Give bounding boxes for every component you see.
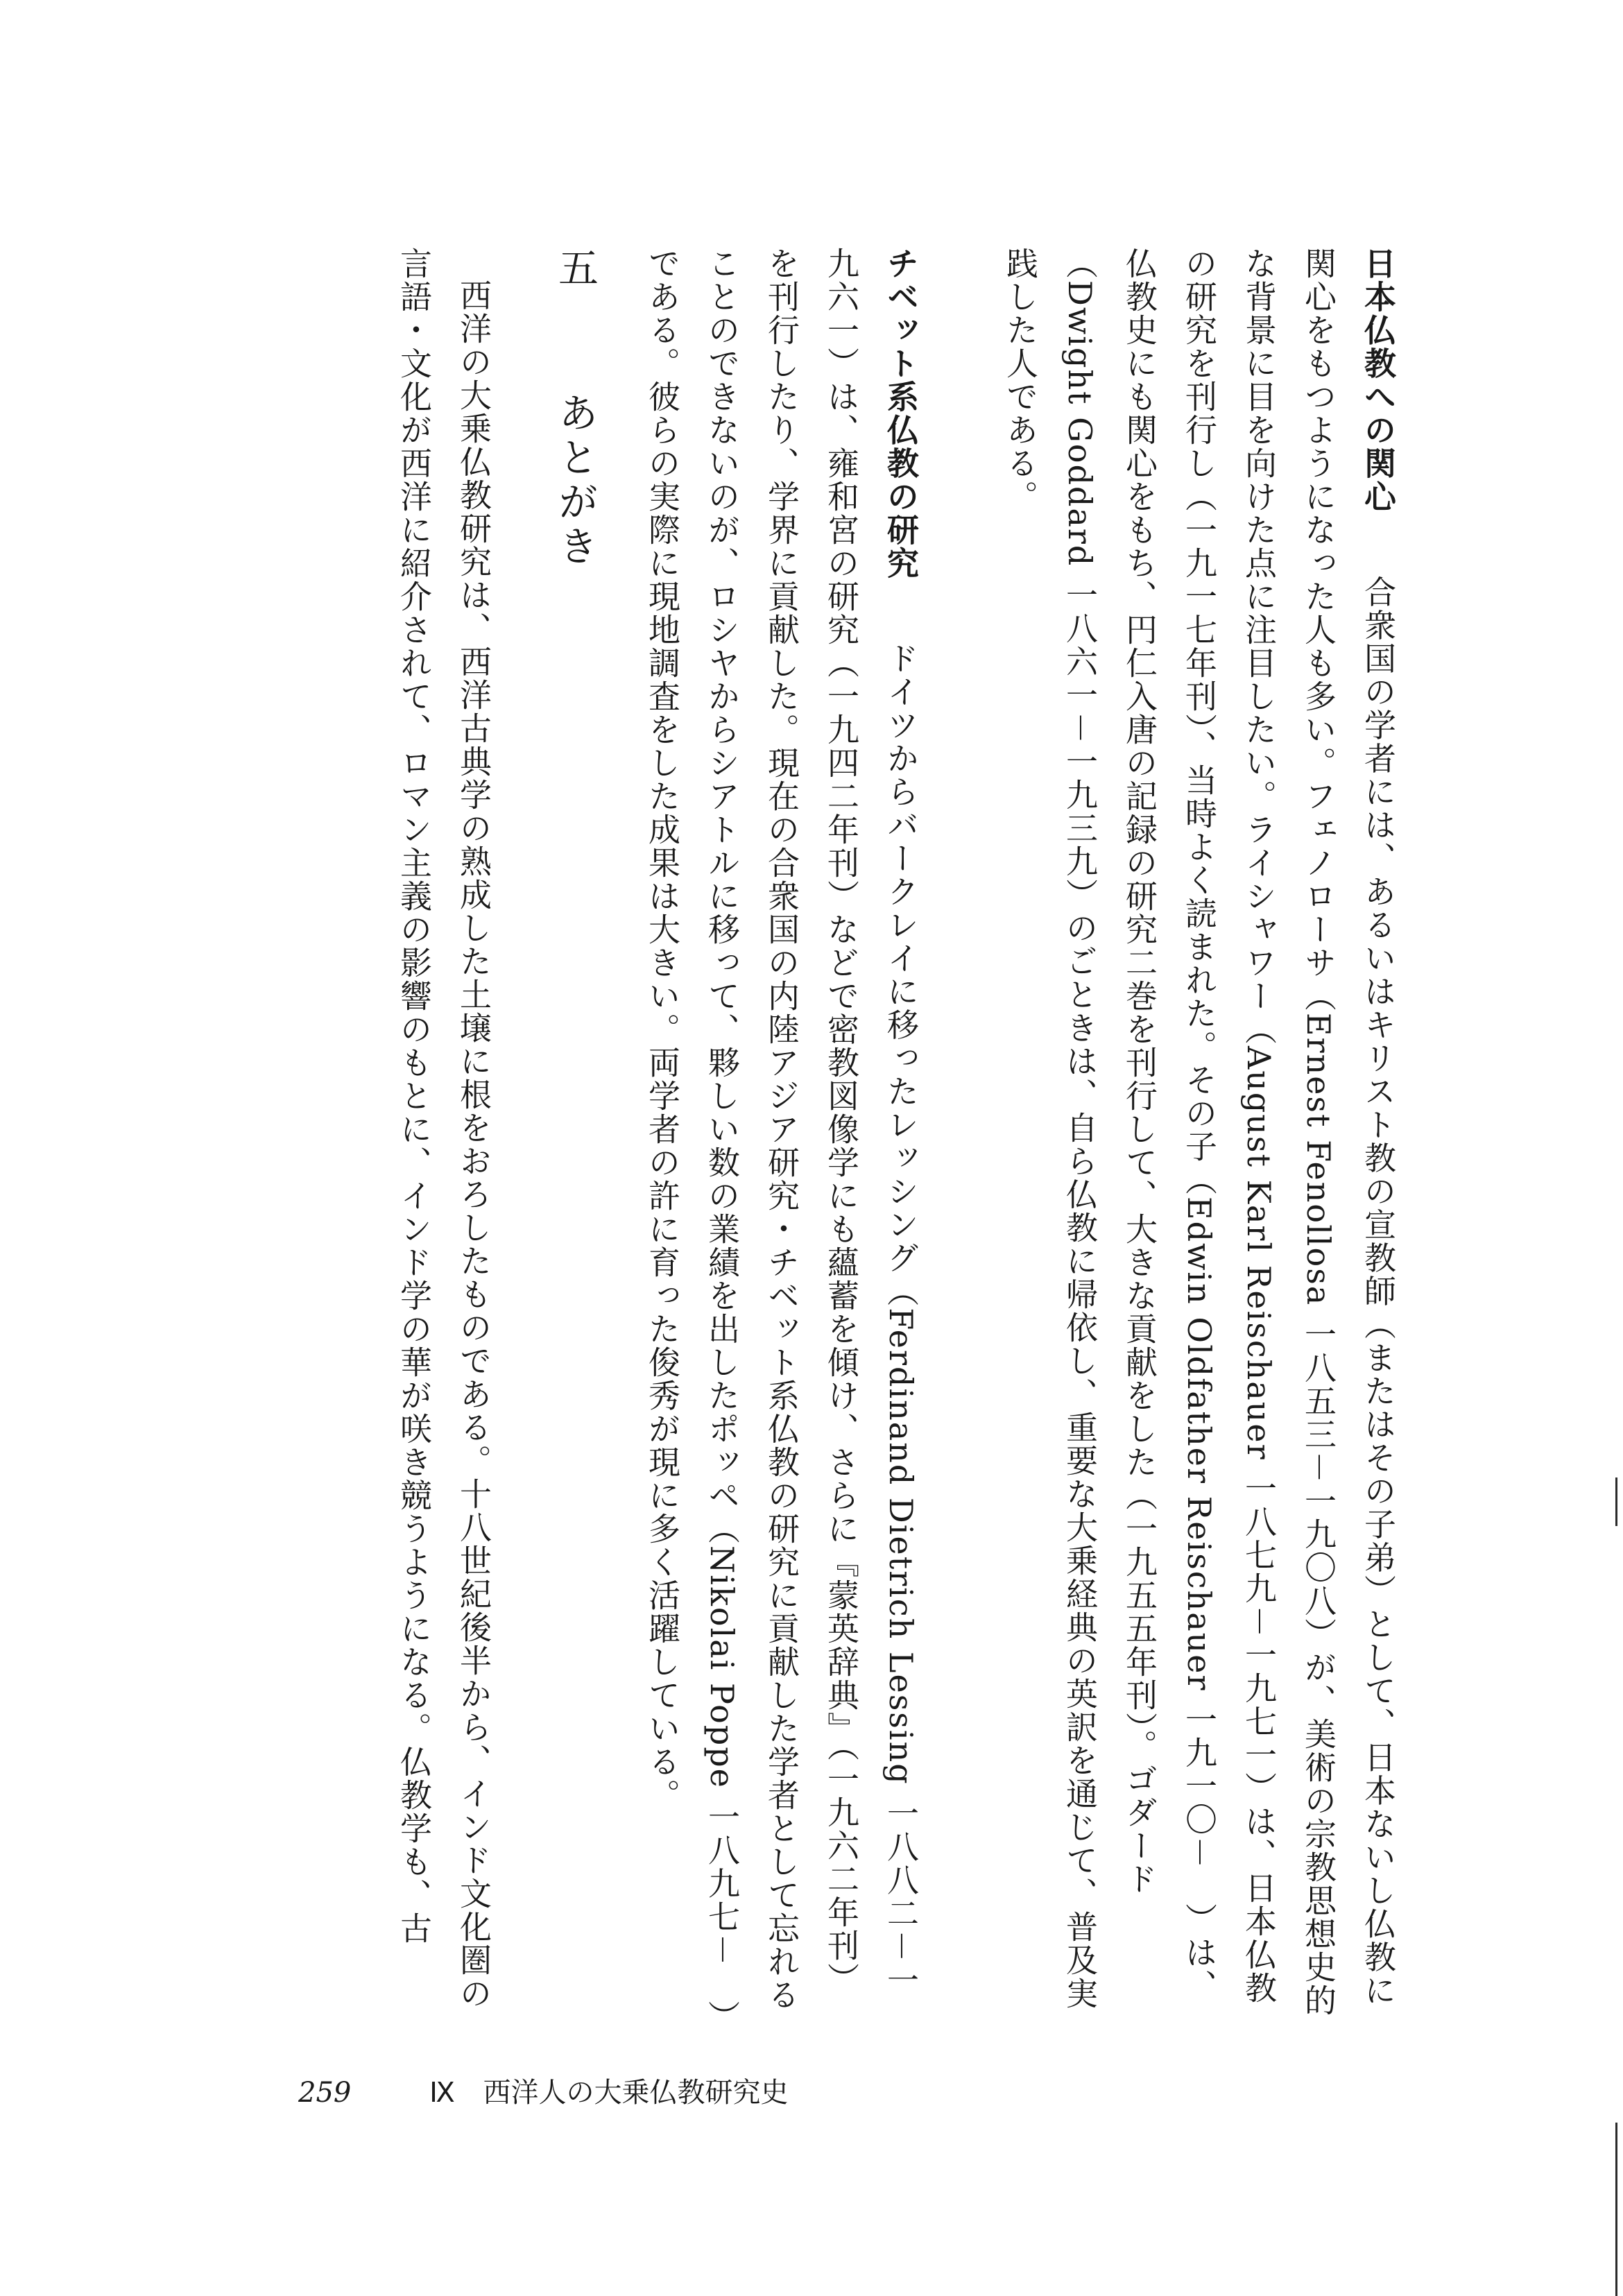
paragraph-japanese-buddhism: [990, 247, 1408, 2023]
chapter-title: 西洋人の大乗仏教研究史: [483, 2077, 789, 2109]
section-heading: [545, 247, 605, 2023]
chapter-number: Ⅸ: [429, 2077, 455, 2108]
paragraph-text: 合衆国の学者には、あるいはキリスト教の宣教師（またはその子弟）として、日本ないし仏教に関心をもつようになった人も多い。フェノローサ（Ernest Fenollosa 一八五三－一九〇八）が、美術の宗教思想史的な背景に目を向けた点に注目したい。ライシャワー（August Karl Reischauer 一八七九－一九七一）は、日本仏教の研究を刊行し（一九一七年刊）、当時よく読まれた。その子（Edwin Oldfather Reischauer 一九一〇－ ）は、仏教史にも関心をもち、円仁入唐の記録の研究二巻を刊行して、大きな貢献をした（一九五五年刊）。ゴダード（Dwight Goddard 一八六一－一九三九）のごときは、自ら仏教に帰依し、重要な大乗経典の英訳を通じて、普及実践した人である。: [1002, 247, 1397, 2017]
paragraph-heading: チベット系仏教の研究: [882, 247, 920, 580]
section-number: 五: [551, 247, 599, 291]
section-title: あとがき: [551, 392, 599, 570]
paragraph-tibetan-buddhism: [931, 247, 990, 2023]
page-number: 259: [298, 2077, 352, 2109]
paragraph-afterword: [384, 247, 504, 2023]
body-text: [384, 247, 1408, 2023]
paragraph-text: 西洋の大乗仏教研究は、西洋古典学の熟成した土壌に根をおろしたものである。十八世紀後半から、インド文化圏の言語・文化が西洋に紹介されて、ロマン主義の影響のもとに、インド学の華が咲き競うようになる。仏教学も、古: [395, 247, 492, 2010]
paragraph-tibetan-buddhism-body: [633, 247, 931, 2023]
page-footer: [298, 2071, 789, 2110]
scan-edge-line: [1615, 2123, 1617, 2296]
scan-edge-line: [1615, 1477, 1617, 1526]
paragraph-heading: 日本仏教への関心: [1359, 247, 1397, 513]
paragraph-text: ドイツからバークレイに移ったレッシング（Ferdinand Dietrich Lessing 一八八二－一九六一）は、雍和宮の研究（一九四二年刊）などで密教図像学にも蘊蓄を傾け、さらに『蒙英辞典』（一九六二年刊）を刊行したり、学界に貢献した。現在の合衆国の内陸アジア研究・チベット系仏教の研究に貢献した学者として忘れることのできないのが、ロシヤからシアトルに移って、夥しい数の業績を出したポッペ（Nikolai Poppe 一八九七－ ）である。彼らの実際に現地調査をした成果は大きい。両学者の許に育った俊秀が現に多く活躍している。: [644, 247, 920, 2018]
